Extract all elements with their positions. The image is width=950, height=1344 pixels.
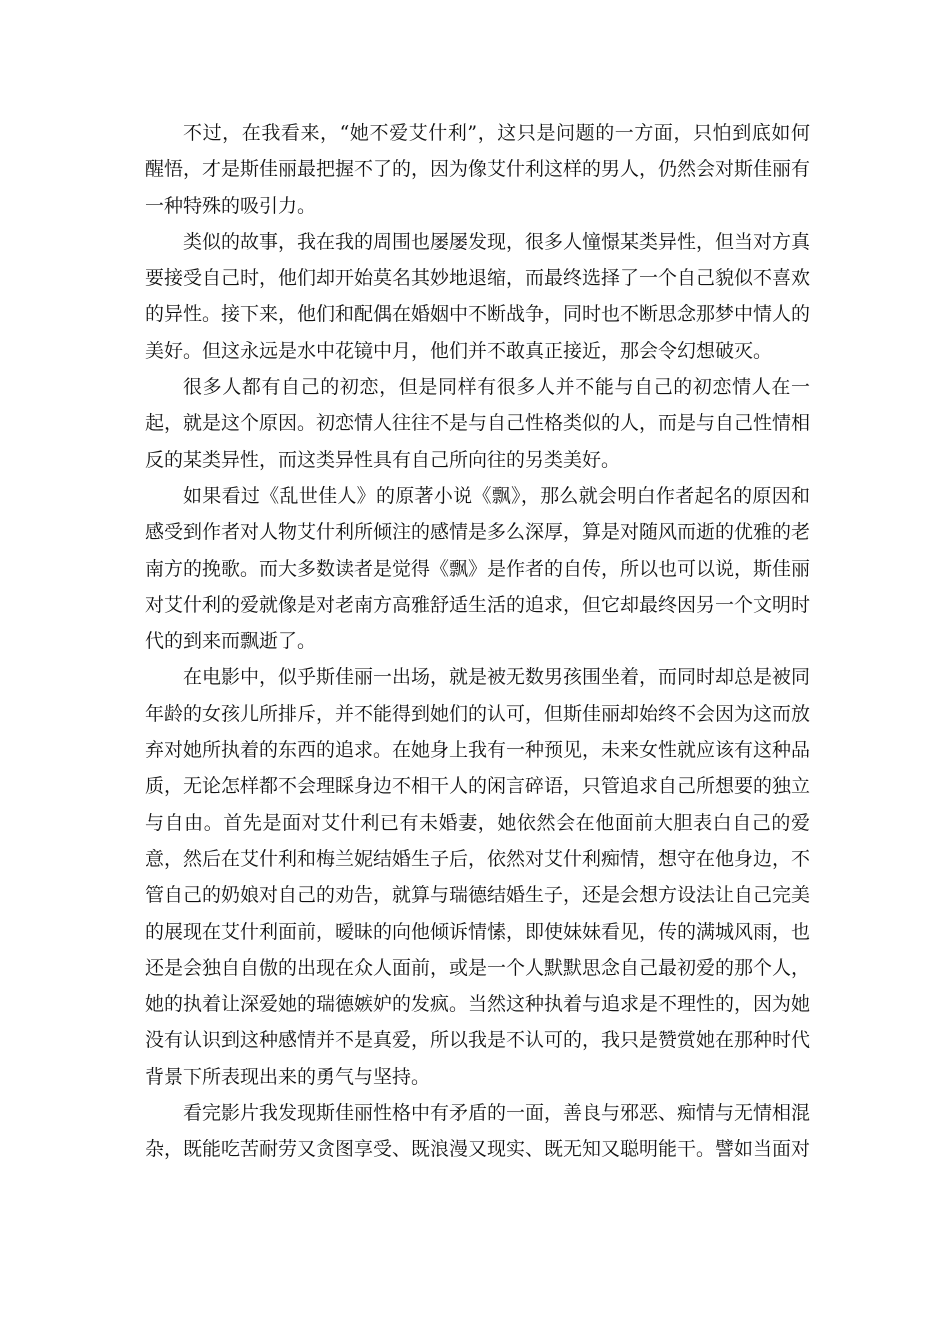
paragraph-1: 不过，在我看来，“她不爱艾什利”，这只是问题的一方面，只怕到底如何醒悟，才是斯佳丽最把握不了的，因为像艾什利这样的男人，仍然会对斯佳丽有一种特殊的吸引力。 <box>145 122 811 217</box>
paragraph-3: 很多人都有自己的初恋，但是同样有很多人并不能与自己的初恋情人在一起，就是这个原因。初恋情人往往不是与自己性格类似的人，而是与自己性情相反的某类异性，而这类异性具有自己所向往的另类美好。 <box>145 376 811 471</box>
paragraph-5: 在电影中，似乎斯佳丽一出场，就是被无数男孩围坐着，而同时却总是被同年龄的女孩儿所排斥，并不能得到她们的认可，但斯佳丽却始终不会因为这而放弃对她所执着的东西的追求。在她身上我有一种预见，未来女性就应该有这种品质，无论怎样都不会理睬身边不相干人的闲言碎语，只管追求自己所想要的独立与自由。首先是面对艾什利已有未婚妻，她依然会在他面前大胆表白自己的爱意，然后在艾什利和梅兰妮结婚生子后，依然对艾什利痴情，想守在他身边，不管自己的奶娘对自己的劝告，就算与瑞德结婚生子，还是会想方设法让自己完美的展现在艾什利面前，暧昧的向他倾诉情愫，即使妹妹看见，传的满城风雨，也还是会独自自傲的出现在众人面前，或是一个人默默思念自己最初爱的那个人，她的执着让深爱她的瑞德嫉妒的发疯。当然这种执着与追求是不理性的，因为她没有认识到这种感情并不是真爱，所以我是不认可的，我只是赞赏她在那种时代背景下所表现出来的勇气与坚持。 <box>145 666 811 1088</box>
paragraph-6: 看完影片我发现斯佳丽性格中有矛盾的一面，善良与邪恶、痴情与无情相混杂，既能吃苦耐劳又贪图享受、既浪漫又现实、既无知又聪明能干。譬如当面对 <box>145 1102 811 1161</box>
paragraph-2: 类似的故事，我在我的周围也屡屡发现，很多人憧憬某类异性，但当对方真要接受自己时，他们却开始莫名其妙地退缩，而最终选择了一个自己貌似不喜欢的异性。接下来，他们和配偶在婚姻中不断战争，同时也不断思念那梦中情人的美好。但这永远是水中花镜中月，他们并不敢真正接近，那会令幻想破灭。 <box>145 230 811 362</box>
paragraph-4: 如果看过《乱世佳人》的原著小说《飘》，那么就会明白作者起名的原因和感受到作者对人物艾什利所倾注的感情是多么深厚，算是对随风而逝的优雅的老南方的挽歌。而大多数读者是觉得《飘》是作者的自传，所以也可以说，斯佳丽对艾什利的爱就像是对老南方高雅舒适生活的追求，但它却最终因另一个文明时代的到来而飘逝了。 <box>145 484 811 653</box>
document-body <box>145 115 810 1168</box>
